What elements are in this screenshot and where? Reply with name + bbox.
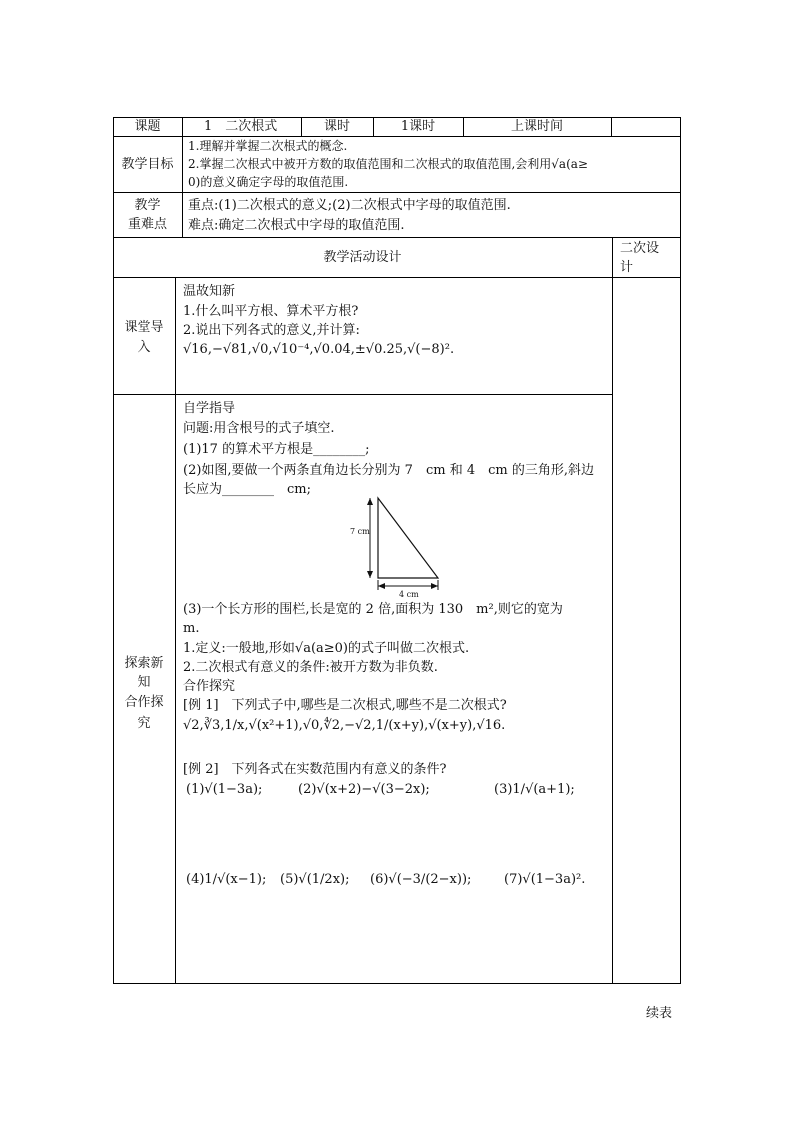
explore-label-4: 究 bbox=[137, 716, 151, 731]
example2-item-1: (1)√(1−3a); bbox=[186, 782, 263, 797]
figure-left-label: 7 cm bbox=[350, 527, 370, 536]
height-arrow-bottom bbox=[367, 571, 373, 578]
intro-label-1: 课堂导 bbox=[124, 320, 164, 335]
intro-q2: 2.说出下列各式的意义,并计算: bbox=[183, 323, 360, 338]
table-border-right bbox=[680, 117, 681, 984]
class-time-label: 上课时间 bbox=[510, 119, 563, 134]
triangle-figure bbox=[340, 492, 450, 602]
example2-item-2: (2)√(x+2)−√(3−2x); bbox=[298, 782, 430, 797]
explore-label-1: 探索新 bbox=[124, 656, 164, 671]
example2-question: [例 2] 下列各式在实数范围内有意义的条件? bbox=[183, 762, 447, 777]
explore-p3b: m. bbox=[183, 621, 200, 636]
goals-line2 bbox=[188, 155, 588, 174]
table-col-label bbox=[182, 117, 183, 237]
height-arrow-top bbox=[367, 498, 373, 505]
explore-heading: 自学指导 bbox=[183, 401, 236, 416]
table-line-row4 bbox=[113, 277, 681, 278]
example2-item-7: (7)√(1−3a)². bbox=[504, 872, 586, 887]
keypoints-label-1: 教学 bbox=[134, 198, 161, 213]
period-value: 1课时 bbox=[400, 119, 436, 134]
goals-sqrt-a: √a bbox=[551, 157, 567, 171]
topic-label: 课题 bbox=[134, 119, 161, 134]
width-arrow-left bbox=[378, 583, 385, 589]
table-col-time bbox=[611, 117, 612, 136]
example1-expressions: √2,∛3,1/x,√(x²+1),√0,∜2,−√2,1/(x+y),√(x+y),√16. bbox=[183, 718, 506, 733]
table-line-row3 bbox=[113, 237, 681, 238]
width-arrow-right bbox=[431, 583, 438, 589]
design-title: 教学活动设计 bbox=[323, 250, 402, 265]
explore-p2a: (2)如图,要做一个两条直角边长分别为 7 cm 和 4 cm 的三角形,斜边 bbox=[183, 463, 594, 478]
explore-definition: 1.定义:一般地,形如√a(a≥0)的式子叫做二次根式. bbox=[183, 641, 470, 656]
continued-label: 续表 bbox=[646, 1006, 673, 1021]
goals-line3: 0)的意义确定字母的取值范围. bbox=[188, 175, 349, 189]
example2-item-4: (4)1/√(x−1); bbox=[186, 872, 267, 887]
explore-coop-heading: 合作探究 bbox=[183, 679, 236, 694]
keypoints-label-2: 重难点 bbox=[127, 217, 167, 232]
explore-label-3: 合作探 bbox=[124, 695, 164, 710]
explore-condition: 2.二次根式有意义的条件:被开方数为非负数. bbox=[183, 660, 438, 675]
goals-label: 教学目标 bbox=[121, 157, 174, 172]
explore-p2b: 长应为________ cm; bbox=[183, 482, 311, 497]
intro-q1: 1.什么叫平方根、算术平方根? bbox=[183, 304, 359, 319]
example1-question: [例 1] 下列式子中,哪些是二次根式,哪些不是二次根式? bbox=[183, 698, 507, 713]
goals-line1: 1.理解并掌握二次根式的概念. bbox=[188, 139, 348, 153]
example2-item-3: (3)1/√(a+1); bbox=[494, 782, 575, 797]
example2-item-5: (5)√(1/2x); bbox=[280, 872, 350, 887]
table-line-row5 bbox=[113, 394, 612, 395]
table-border-bottom bbox=[113, 983, 681, 984]
intro-heading: 温故知新 bbox=[183, 284, 236, 299]
table-col-activity-label bbox=[175, 277, 176, 984]
intro-label-2: 入 bbox=[137, 340, 151, 355]
table-line-row2 bbox=[113, 192, 681, 193]
keypoints-key: 重点:(1)二次根式的意义;(2)二次根式中字母的取值范围. bbox=[188, 198, 511, 213]
table-col-secondary bbox=[612, 237, 613, 984]
design-secondary-1: 二次设 bbox=[620, 241, 660, 256]
topic-value: 1 二次根式 bbox=[204, 119, 278, 134]
explore-p1: (1)17 的算术平方根是________; bbox=[183, 442, 370, 457]
example2-item-6: (6)√(−3/(2−x)); bbox=[370, 872, 472, 887]
design-secondary-2: 计 bbox=[620, 260, 634, 275]
intro-expressions: √16,−√81,√0,√10⁻⁴,√0.04,±√0.25,√(−8)². bbox=[183, 342, 455, 357]
right-triangle bbox=[378, 498, 438, 578]
keypoints-difficulty: 难点:确定二次根式中字母的取值范围. bbox=[188, 218, 405, 233]
period-label: 课时 bbox=[323, 119, 350, 134]
explore-label-2: 知 bbox=[137, 675, 151, 690]
goals-line2a: 2.掌握二次根式中被开方数的取值范围和二次根式的取值范围,会利用 bbox=[188, 157, 552, 171]
explore-p3a: (3)一个长方形的围栏,长是宽的 2 倍,面积为 130 m²,则它的宽为 bbox=[183, 602, 563, 617]
figure-bottom-label: 4 cm bbox=[399, 590, 419, 599]
goals-line2b: (a≥ bbox=[566, 157, 588, 171]
explore-problem: 问题:用含根号的式子填空. bbox=[183, 421, 335, 436]
